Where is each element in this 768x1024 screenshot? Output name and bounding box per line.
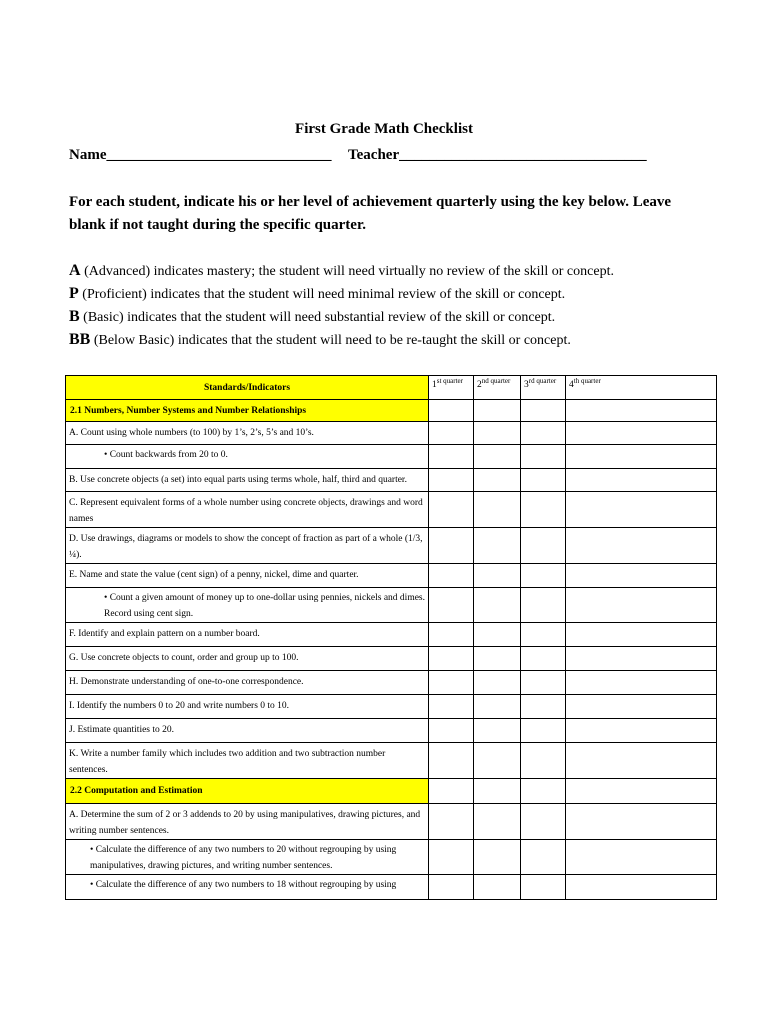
quarter-cell[interactable]	[429, 492, 474, 528]
key-line-advanced	[69, 262, 614, 280]
quarter-cell[interactable]	[521, 719, 566, 743]
table-row	[66, 445, 717, 469]
student-name-field[interactable]: Name______________________________	[69, 147, 332, 163]
table-row	[66, 492, 717, 528]
quarter-cell[interactable]	[566, 804, 717, 840]
table-row	[66, 875, 717, 900]
quarter-cell[interactable]	[566, 400, 717, 422]
quarter-cell[interactable]	[566, 779, 717, 804]
table-row	[66, 719, 717, 743]
quarter-cell[interactable]	[566, 528, 717, 564]
key-line-proficient	[69, 285, 565, 303]
quarter-cell[interactable]	[566, 469, 717, 492]
quarter-cell[interactable]	[429, 564, 474, 588]
page-title: First Grade Math Checklist	[295, 121, 473, 137]
indicator-text: I. Identify the numbers 0 to 20 and write numbers 0 to 10.	[66, 695, 429, 719]
quarter-cell[interactable]	[429, 588, 474, 623]
quarter-cell[interactable]	[521, 779, 566, 804]
table-row	[66, 588, 717, 623]
quarter-cell[interactable]	[474, 422, 521, 445]
table-row	[66, 804, 717, 840]
key-text: (Proficient) indicates that the student will need minimal review of the skill or concept.	[78, 287, 566, 302]
quarter-cell[interactable]	[474, 743, 521, 779]
quarter-cell[interactable]	[474, 469, 521, 492]
quarter-cell[interactable]	[521, 647, 566, 671]
table-row	[66, 671, 717, 695]
quarter-cell[interactable]	[521, 840, 566, 875]
quarter-cell[interactable]	[566, 695, 717, 719]
table-row	[66, 623, 717, 647]
quarter-cell[interactable]	[566, 840, 717, 875]
indicator-text: • Count a given amount of money up to one-dollar using pennies, nickels and dimes. Record using cent sign.	[66, 588, 429, 623]
indicator-text: F. Identify and explain pattern on a number board.	[66, 623, 429, 647]
quarter-cell[interactable]	[566, 623, 717, 647]
section-heading: 2.2 Computation and Estimation	[66, 779, 429, 804]
quarter-cell[interactable]	[429, 623, 474, 647]
key-line-below-basic	[69, 331, 571, 349]
table-row	[66, 469, 717, 492]
quarter-3-header: 3rd $^{quarter}$	[521, 376, 566, 400]
quarter-cell[interactable]	[429, 400, 474, 422]
quarter-cell[interactable]	[474, 588, 521, 623]
quarter-cell[interactable]	[566, 422, 717, 445]
quarter-cell[interactable]	[429, 445, 474, 469]
quarter-cell[interactable]	[429, 422, 474, 445]
indicator-text: K. Write a number family which includes two addition and two subtraction number sentences.	[66, 743, 429, 779]
quarter-cell[interactable]	[521, 623, 566, 647]
standards-header: Standards/Indicators	[66, 376, 429, 400]
quarter-cell[interactable]	[566, 875, 717, 900]
section-row	[66, 779, 717, 804]
quarter-cell[interactable]	[566, 492, 717, 528]
indicator-text: A. Count using whole numbers (to 100) by 1’s, 2’s, 5’s and 10’s.	[66, 422, 429, 445]
key-text: (Basic) indicates that the student will need substantial review of the skill or concept.	[79, 310, 556, 325]
quarter-cell[interactable]	[429, 804, 474, 840]
section-row	[66, 400, 717, 422]
quarter-cell[interactable]	[474, 445, 521, 469]
quarter-cell[interactable]	[429, 719, 474, 743]
quarter-cell[interactable]	[429, 840, 474, 875]
quarter-cell[interactable]	[566, 671, 717, 695]
quarter-cell[interactable]	[474, 671, 521, 695]
quarter-cell[interactable]	[474, 623, 521, 647]
quarter-cell[interactable]	[521, 588, 566, 623]
quarter-cell[interactable]	[521, 804, 566, 840]
quarter-cell[interactable]	[521, 743, 566, 779]
quarter-2-header: 2nd $^{quarter}$	[474, 376, 521, 400]
quarter-cell[interactable]	[429, 743, 474, 779]
key-text: (Below Basic) indicates that the student will need to be re-taught the skill or concept.	[90, 333, 571, 348]
quarter-cell[interactable]	[566, 564, 717, 588]
table-row	[66, 743, 717, 779]
key-text: (Advanced) indicates mastery; the student will need virtually no review of the skill or concept.	[80, 264, 614, 279]
key-code: P	[69, 285, 79, 302]
indicator-text: H. Demonstrate understanding of one-to-one correspondence.	[66, 671, 429, 695]
section-heading: 2.1 Numbers, Number Systems and Number Relationships	[66, 400, 429, 422]
quarter-cell[interactable]	[566, 647, 717, 671]
quarter-cell[interactable]	[521, 422, 566, 445]
table-row	[66, 647, 717, 671]
indicator-text: D. Use drawings, diagrams or models to show the concept of fraction as part of a whole (1/3, ¼).	[66, 528, 429, 564]
table-row	[66, 528, 717, 564]
indicator-text: • Calculate the difference of any two numbers to 18 without regrouping by using	[66, 875, 429, 900]
instructions-text: For each student, indicate his or her level of achievement quarterly using the key below. Leave blank if not taught during the specific quarter.	[69, 194, 672, 233]
key-code: BB	[69, 331, 91, 348]
quarter-cell[interactable]	[474, 840, 521, 875]
checklist-table	[65, 375, 717, 900]
quarter-cell[interactable]	[521, 528, 566, 564]
quarter-cell[interactable]	[474, 779, 521, 804]
quarter-cell[interactable]	[429, 875, 474, 900]
table-row	[66, 840, 717, 875]
indicator-text: • Count backwards from 20 to 0.	[66, 445, 429, 469]
quarter-cell[interactable]	[429, 469, 474, 492]
indicator-text: E. Name and state the value (cent sign) of a penny, nickel, dime and quarter.	[66, 564, 429, 588]
quarter-cell[interactable]	[521, 492, 566, 528]
table-row	[66, 695, 717, 719]
indicator-text: C. Represent equivalent forms of a whole number using concrete objects, drawings and word names	[66, 492, 429, 528]
quarter-cell[interactable]	[429, 779, 474, 804]
quarter-cell[interactable]	[474, 647, 521, 671]
quarter-cell[interactable]	[474, 528, 521, 564]
quarter-cell[interactable]	[474, 695, 521, 719]
quarter-cell[interactable]	[521, 671, 566, 695]
quarter-cell[interactable]	[521, 400, 566, 422]
quarter-cell[interactable]	[566, 719, 717, 743]
quarter-cell[interactable]	[566, 588, 717, 623]
quarter-cell[interactable]	[566, 445, 717, 469]
quarter-4-header: 4th $^{quarter}$	[566, 376, 717, 400]
indicator-text: J. Estimate quantities to 20.	[66, 719, 429, 743]
quarter-cell[interactable]	[474, 719, 521, 743]
quarter-cell[interactable]	[429, 528, 474, 564]
quarter-cell[interactable]	[474, 400, 521, 422]
key-code: A	[69, 262, 81, 279]
quarter-cell[interactable]	[474, 875, 521, 900]
quarter-cell[interactable]	[521, 469, 566, 492]
indicator-text: • Calculate the difference of any two numbers to 20 without regrouping by using manipulatives, drawing pictures, and writing number sentences.	[66, 840, 429, 875]
quarter-cell[interactable]	[521, 695, 566, 719]
quarter-1-header: 1st $^{quarter}$	[429, 376, 474, 400]
quarter-cell[interactable]	[521, 445, 566, 469]
quarter-cell[interactable]	[474, 492, 521, 528]
indicator-text: A. Determine the sum of 2 or 3 addends to 20 by using manipulatives, drawing pictures, and writing number sentences.	[66, 804, 429, 840]
key-code: B	[69, 308, 80, 325]
quarter-cell[interactable]	[429, 647, 474, 671]
table-header-row	[66, 376, 717, 400]
table-row	[66, 422, 717, 445]
quarter-cell[interactable]	[429, 695, 474, 719]
key-line-basic	[69, 308, 555, 326]
table-row	[66, 564, 717, 588]
quarter-cell[interactable]	[474, 804, 521, 840]
quarter-cell[interactable]	[521, 875, 566, 900]
quarter-cell[interactable]	[474, 564, 521, 588]
teacher-name-field[interactable]: Teacher_________________________________	[348, 147, 647, 163]
quarter-cell[interactable]	[521, 564, 566, 588]
indicator-text: B. Use concrete objects (a set) into equal parts using terms whole, half, third and quarter.	[66, 469, 429, 492]
quarter-cell[interactable]	[566, 743, 717, 779]
quarter-cell[interactable]	[429, 671, 474, 695]
indicator-text: G. Use concrete objects to count, order and group up to 100.	[66, 647, 429, 671]
